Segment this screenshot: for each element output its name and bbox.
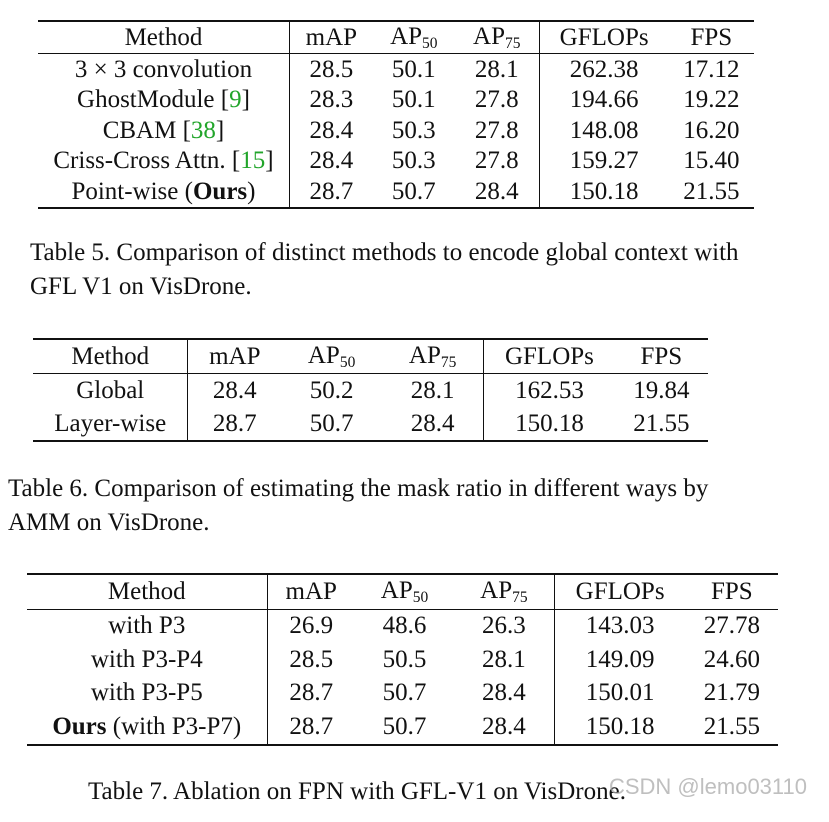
cell-ap50: 50.5 — [382, 645, 427, 673]
cell-ap75: 28.4 — [382, 407, 484, 441]
cell-method: Ours (with P3-P7) — [27, 710, 267, 745]
cell-ap50: 50.3 — [391, 116, 436, 144]
table-row — [38, 115, 754, 146]
col-header-map: mAP — [289, 21, 372, 54]
cell-ap75: 28.4 — [454, 677, 554, 711]
cell-method: Layer-wise — [33, 407, 188, 441]
col-header-method: Method — [38, 21, 289, 54]
cell-map: 28.7 — [289, 679, 334, 707]
cell-ap75: 28.1 — [454, 643, 554, 677]
cell-method: CBAM [38] — [38, 115, 289, 146]
cell-ap50: 50.7 — [281, 407, 382, 441]
col-header-ap75: $AP_{75}$ — [382, 339, 484, 374]
cell-gflops: 150.01 — [585, 679, 655, 707]
col-header-ap50: $AP_{50}$ — [281, 339, 382, 374]
cell-fps: 17.12 — [683, 55, 740, 83]
col-header-gflops: GFLOPs — [554, 574, 686, 609]
cell-ap50: 50.2 — [309, 376, 354, 404]
cell-ap75: 27.8 — [455, 85, 539, 116]
table-row — [38, 176, 754, 208]
col-header-ap50: $AP_{50}$ — [355, 574, 454, 609]
table-row — [27, 710, 778, 745]
cell-gflops: 162.53 — [515, 376, 584, 404]
col-header-ap50: $AP_{50}$ — [373, 21, 455, 54]
cell-fps: 19.22 — [683, 86, 740, 114]
cell-gflops: 150.18 — [554, 710, 686, 745]
cell-method: Point-wise (Ours) — [38, 176, 289, 208]
table-7-caption: Table 7. Ablation on FPN with GFL-V1 on VisDrone. — [88, 778, 626, 805]
cell-method: with P3 — [27, 609, 267, 643]
watermark: CSDN @lemo03110 — [608, 774, 807, 799]
cell-ap75: 28.1 — [455, 54, 539, 85]
col-header-ap75: $AP_{75}$ — [454, 574, 554, 609]
table-header-row — [38, 21, 754, 54]
table-row — [38, 85, 754, 116]
col-header-method: Method — [27, 574, 267, 609]
table-row — [27, 677, 778, 711]
cell-map: 28.5 — [289, 645, 334, 673]
cell-ap50: 50.3 — [391, 147, 436, 175]
col-header-gflops: GFLOPs — [484, 339, 615, 374]
cell-map: 28.7 — [188, 407, 281, 441]
col-header-gflops: GFLOPs — [539, 21, 669, 54]
cell-method: with P3-P5 — [27, 677, 267, 711]
cell-gflops: 149.09 — [585, 645, 655, 673]
cell-ap75: 27.8 — [455, 146, 539, 177]
cell-map: 28.5 — [309, 55, 354, 83]
table-row — [33, 407, 708, 441]
cell-fps: 21.79 — [703, 679, 760, 707]
cell-method: GhostModule [9] — [38, 85, 289, 116]
cell-fps: 16.20 — [683, 116, 740, 144]
col-header-map: mAP — [267, 574, 355, 609]
cell-ap75: 26.3 — [454, 609, 554, 643]
citation-link[interactable]: 38 — [190, 116, 216, 144]
table-7 — [27, 573, 778, 746]
table-6 — [33, 338, 708, 442]
cell-ap50: 50.1 — [391, 55, 436, 83]
cell-ap50: 48.6 — [382, 612, 427, 640]
cell-fps: 15.40 — [683, 147, 740, 175]
cell-map: 26.9 — [289, 612, 334, 640]
col-header-fps: FPS — [686, 574, 778, 609]
citation-link[interactable]: 15 — [240, 147, 266, 175]
cell-ap50: 50.7 — [373, 176, 455, 208]
cell-ap75: 28.4 — [455, 176, 539, 208]
table-row — [27, 643, 778, 677]
cell-ap50: 50.7 — [355, 710, 454, 745]
cell-map: 28.4 — [212, 376, 257, 404]
cell-gflops: 150.18 — [484, 407, 615, 441]
cell-fps: 21.55 — [615, 407, 708, 441]
table-row — [27, 609, 778, 643]
cell-gflops: 143.03 — [585, 612, 655, 640]
cell-gflops: 148.08 — [569, 116, 639, 144]
cell-ap75: 28.4 — [454, 710, 554, 745]
col-header-fps: FPS — [669, 21, 754, 54]
cell-map: 28.7 — [267, 710, 355, 745]
table-header-row — [33, 339, 708, 374]
cell-map: 28.4 — [309, 147, 354, 175]
col-header-map: mAP — [188, 339, 281, 374]
col-header-ap75: $AP_{75}$ — [455, 21, 539, 54]
table-header-row — [27, 574, 778, 609]
col-header-method: Method — [33, 339, 188, 374]
cell-method: Global — [33, 374, 188, 408]
cell-ap50: 50.1 — [391, 86, 436, 114]
cell-ap75: 27.8 — [455, 115, 539, 146]
cell-ap75: 28.1 — [382, 374, 484, 408]
table-6-caption: Table 6. Comparison of estimating the mask ratio in different ways by AMM on VisDrone. — [8, 475, 709, 536]
cell-fps: 21.55 — [669, 176, 754, 208]
cell-fps: 21.55 — [686, 710, 778, 745]
table-row — [38, 146, 754, 177]
cell-method: 3 × 3 convolution — [38, 54, 289, 85]
cell-map: 28.4 — [309, 116, 354, 144]
citation-link[interactable]: 9 — [229, 86, 242, 114]
cell-fps: 19.84 — [633, 376, 690, 404]
cell-gflops: 194.66 — [569, 86, 639, 114]
cell-method: Criss-Cross Attn. [15] — [38, 146, 289, 177]
table-row — [38, 54, 754, 85]
cell-fps: 27.78 — [703, 612, 760, 640]
cell-gflops: 150.18 — [539, 176, 669, 208]
cell-map: 28.7 — [289, 176, 372, 208]
col-header-fps: FPS — [615, 339, 708, 374]
cell-gflops: 262.38 — [569, 55, 639, 83]
table-row — [33, 374, 708, 408]
cell-method: with P3-P4 — [27, 643, 267, 677]
cell-fps: 24.60 — [703, 645, 760, 673]
cell-gflops: 159.27 — [569, 147, 639, 175]
cell-ap50: 50.7 — [382, 679, 427, 707]
table-5-caption: Table 5. Comparison of distinct methods to encode global context with GFL V1 on VisDrone. — [30, 239, 739, 300]
cell-map: 28.3 — [309, 86, 354, 114]
table-5 — [38, 20, 754, 209]
